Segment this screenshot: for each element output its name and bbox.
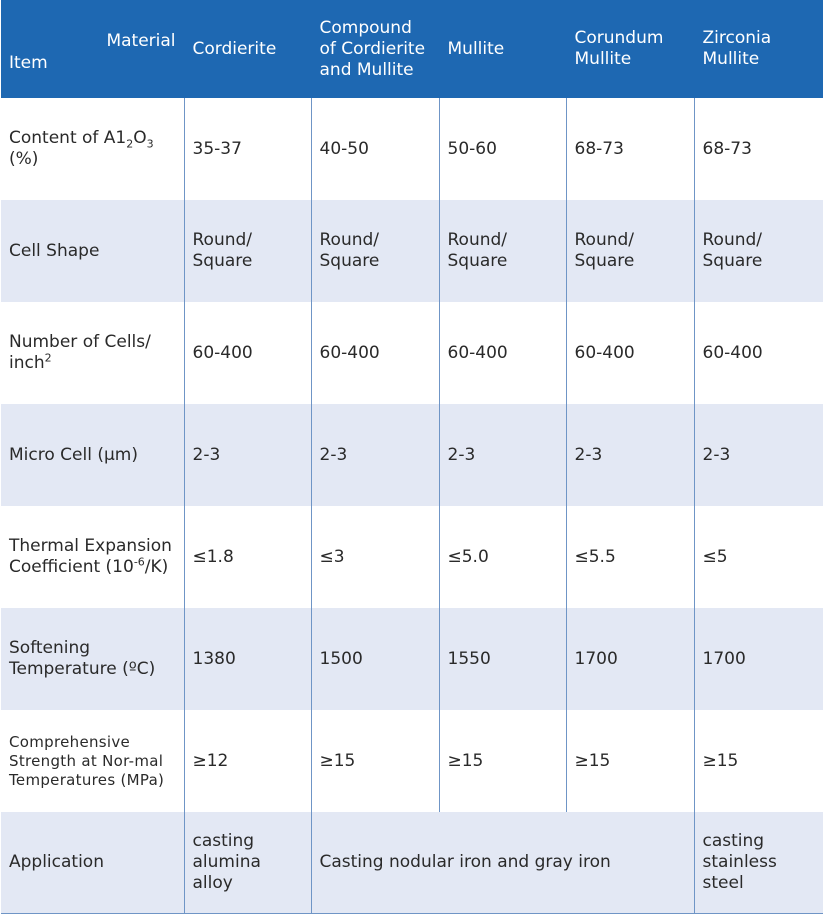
- table-cell: ≤5: [694, 506, 823, 608]
- table-cell: 60-400: [566, 302, 694, 404]
- table-cell: ≥15: [566, 710, 694, 812]
- table-cell: Round/ Square: [184, 200, 311, 302]
- row-label-compressive-strength: Comprehensive Strength at Nor-mal Temperatures (MPa): [1, 710, 184, 812]
- table-row-cell-shape: [1, 200, 823, 302]
- table-row-thermal-expansion: [1, 506, 823, 608]
- table-cell: ≥15: [439, 710, 566, 812]
- table-cell: ≤5.0: [439, 506, 566, 608]
- item-header-label: Item: [9, 53, 48, 73]
- table-cell-application-zirconia: casting stainless steel: [694, 812, 823, 914]
- table-cell: 2-3: [694, 404, 823, 506]
- table-cell: 60-400: [311, 302, 439, 404]
- table-cell: ≤1.8: [184, 506, 311, 608]
- table-cell: 2-3: [439, 404, 566, 506]
- table-cell: 1700: [694, 608, 823, 710]
- column-header-cordierite: Cordierite: [184, 0, 311, 98]
- table-cell: Round/ Square: [311, 200, 439, 302]
- row-label-cell-shape: Cell Shape: [1, 200, 184, 302]
- table-cell: 68-73: [566, 98, 694, 200]
- table-cell: 40-50: [311, 98, 439, 200]
- table-cell-application-cordierite: casting alumina alloy: [184, 812, 311, 914]
- material-comparison-table: [1, 0, 823, 914]
- table-cell: 2-3: [184, 404, 311, 506]
- table-cell: Round/ Square: [566, 200, 694, 302]
- table-cell: 50-60: [439, 98, 566, 200]
- row-label-application: Application: [1, 812, 184, 914]
- table-row-cells-per-inch: [1, 302, 823, 404]
- row-label-thermal-expansion: Thermal Expansion Coefficient $(10^{-6}/K)$: [1, 506, 184, 608]
- table-cell: 60-400: [184, 302, 311, 404]
- table-cell: 1550: [439, 608, 566, 710]
- row-label-micro-cell: Micro Cell (μm): [1, 404, 184, 506]
- column-header-compound: Compound of Cordierite and Mullite: [311, 0, 439, 98]
- row-label-alumina-content: Content of $A1_2O_3$ (%): [1, 98, 184, 200]
- table-cell: ≥15: [694, 710, 823, 812]
- table-cell: ≤3: [311, 506, 439, 608]
- table-cell: 1700: [566, 608, 694, 710]
- table-cell: 35-37: [184, 98, 311, 200]
- column-header-zirconia-mullite: Zirconia Mullite: [694, 0, 823, 98]
- table-cell: ≥12: [184, 710, 311, 812]
- table-row-softening-temperature: [1, 608, 823, 710]
- table-row-micro-cell: [1, 404, 823, 506]
- table-cell: 60-400: [694, 302, 823, 404]
- table-cell: 2-3: [311, 404, 439, 506]
- table-row-alumina-content: [1, 98, 823, 200]
- material-header-label: Material: [106, 31, 176, 51]
- row-label-softening-temperature: Softening Temperature (ºC): [1, 608, 184, 710]
- column-header-corundum-mullite: Corundum Mullite: [566, 0, 694, 98]
- column-header-mullite: Mullite: [439, 0, 566, 98]
- table-cell: 1380: [184, 608, 311, 710]
- corner-header-cell: [1, 0, 184, 98]
- table-cell: 60-400: [439, 302, 566, 404]
- row-label-cells-per-inch: Number of Cells/ inch$^2$: [1, 302, 184, 404]
- table-cell: 68-73: [694, 98, 823, 200]
- table-cell: ≤5.5: [566, 506, 694, 608]
- table-header-row: [1, 0, 823, 98]
- table-row-compressive-strength: [1, 710, 823, 812]
- table-cell: Round/ Square: [694, 200, 823, 302]
- table-cell: 1500: [311, 608, 439, 710]
- table-cell: ≥15: [311, 710, 439, 812]
- table-cell: Round/ Square: [439, 200, 566, 302]
- table-cell: 2-3: [566, 404, 694, 506]
- table-row-application: [1, 812, 823, 914]
- table-cell-application-middle: Casting nodular iron and gray iron: [311, 812, 694, 914]
